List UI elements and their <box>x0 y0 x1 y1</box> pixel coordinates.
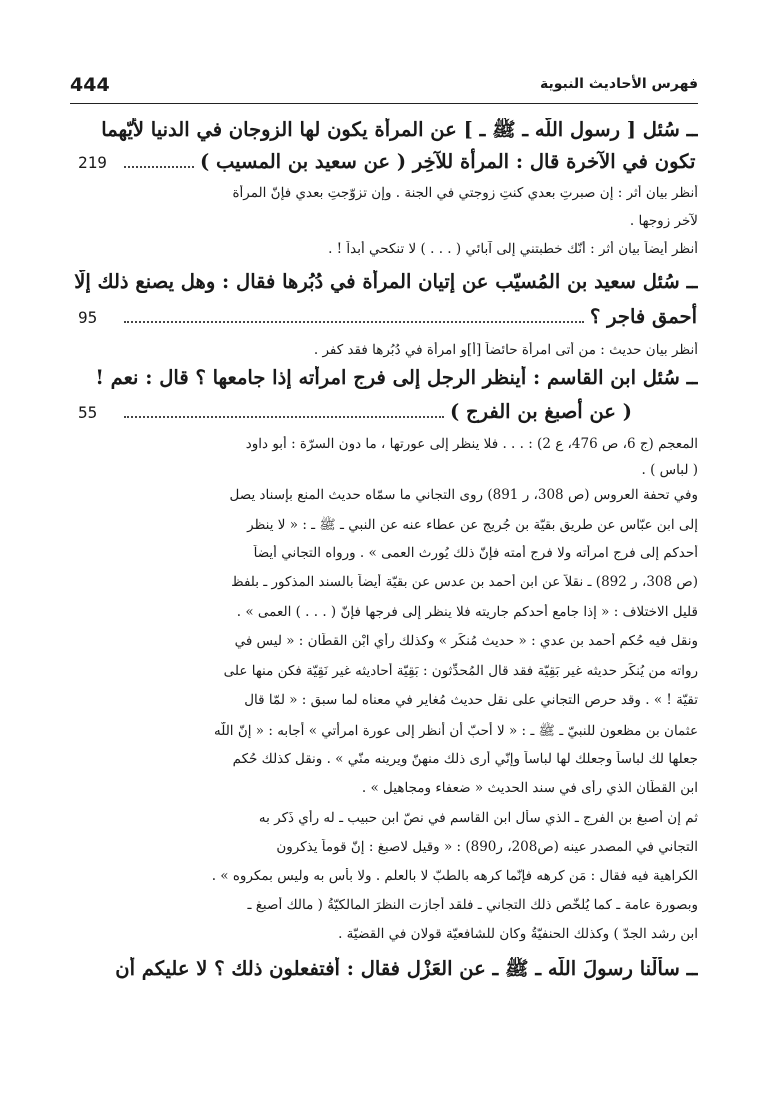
body-line-1: وفي تحفة العروس (ص 308، ر 891) روى التجاني ما سمّاه حديث المنع بإسناد يصل <box>229 487 698 503</box>
entry-3-note-2: ( لباس ) . <box>641 462 698 478</box>
body-line-3: أحدكم إلى فرج امرأته ولا فرج أمته فإنّ ذلك يُورث العمى » . ورواه التجاني أيضاً <box>253 545 698 561</box>
entry-2-line-2: أحمق فاجر ؟ <box>590 305 698 328</box>
body-line-10: جعلها لك لباساً وجعلك لها لباساً وإنّي أرى ذلك منهنّ ويرينه منّي » . ونقل كذلك حُكم <box>232 751 698 767</box>
body-line-4: (ص 308، ر 892) ـ نقلاً عن ابن أحمد بن عدس عن بقيّة أيضاً بالسند المذكور ـ بلفظ <box>231 574 698 590</box>
entry-3-note-1: المعجم (ج 6، ص 476، ع 2) : . . . فلا ينظر إلى عورتها ، ما دون السرّة : أبو داود <box>245 436 698 452</box>
page-number: 444 <box>70 74 110 96</box>
dot-leader <box>124 416 444 418</box>
header-rule <box>70 103 698 104</box>
body-line-14: الكراهية فيه فقال : مَن كرهه فإنّما كرهه بالطبّ لا بالعلم . ولا بأس به وليس بمكروه » . <box>211 868 698 884</box>
entry-2-ref-number: 95 <box>78 308 98 327</box>
body-line-11: ابن القطّان الذي رأى في سند الحديث « ضعفاء ومجاهيل » . <box>361 780 698 796</box>
dot-leader <box>124 321 584 323</box>
entry-1-note-3: أنظر أيضاً بيان أثر : أنّك خطبتني إلى آبائي ( . . . ) لا تنكحي أبداً ! . <box>328 241 698 257</box>
body-line-7: رواته من يُنكَر حديثه غير بَقِيّة فقد قال المُحدِّثون : بَقِيّة أحاديثه غير نَقِيّة فكن منها على <box>223 663 698 679</box>
entry-4-line-1: ــ سألْنا رسولَ اللّه ـ ﷺ ـ عن العَزْل فقال : أفتفعلون ذلك ؟ لا عليكم أن <box>115 957 698 980</box>
body-line-9: عثمان بن مظعون للنبيّ ـ ﷺ ـ : « لا أُحبّ أن أنظر إلى عورة امرأتي » أجابه : « إنّ اللّه <box>213 723 698 739</box>
entry-2-line-1: ــ سُئل سعيد بن المُسيّب عن إتيان المرأة في دُبُرها فقال : وهل يصنع ذلك إلّا <box>74 270 698 293</box>
body-line-12: ثم إن أصبغ بن الفرج ـ الذي سأل ابن القاسم في نصّ ابن حبيب ـ له رأي ذَكر به <box>258 810 698 826</box>
entry-1-ref-line <box>78 150 695 173</box>
dot-leader <box>124 166 194 168</box>
entry-1-ref-number: 219 <box>78 153 107 172</box>
page-heading: فهرس الأحاديث النبوية <box>539 76 698 92</box>
entry-1-line-1: ــ سُئل [ رسول اللَّه ـ ﷺ ـ ] عن المرأة يكون لها الزوجان في الدنيا لأيّهما <box>101 118 698 141</box>
entry-1-line-2: تكون في الآخرة قال : المرأة للآخِر ( عن سعيد بن المسيب ) <box>200 150 696 173</box>
entry-1-note-2: لآخر زوجها . <box>629 213 698 229</box>
entry-3-line-2: ( عن أصبغ بن الفرج ) <box>450 400 632 423</box>
entry-3-line-1: ــ سُئل ابن القاسم : أينظر الرجل إلى فرج امرأته إذا جامعها ؟ قال : نعم ! <box>95 366 698 389</box>
body-line-13: التجاني في المصدر عينه (ص208، ر890) : « وقيل لاصبغ : إنّ قوماً يذكرون <box>276 839 698 855</box>
body-line-15: وبصورة عامة ـ كما يُلخّص ذلك التجاني ـ فلقد أجازت النظرَ المالكيّةُ ( مالك أصبغ ـ <box>247 897 698 913</box>
body-line-6: ونقل فيه حُكم أحمد بن عدي : « حديث مُنكَر » وكذلك رأي ابْن القطّان : « ليس في <box>234 633 698 649</box>
body-line-5: قليل الاختلاف : « إذا جامع أحدكم جاريته فلا ينظر إلى فرجها فإنّ ( . . . ) العمى » . <box>236 604 698 620</box>
body-line-2: إلى ابن عبّاس عن طريق بقيّة بن جُريج عن عطاء عنه عن النبي ـ ﷺ ـ : « لا ينظر <box>247 517 698 533</box>
entry-3-ref-line <box>78 400 632 423</box>
entry-1-note-1: أنظر بيان أثر : إن صبرتِ بعدي كنتِ زوجتي في الجنة . وإن تزوّجتِ بعدي فإنّ المرأة <box>232 185 698 201</box>
body-line-8: تقيّة ! » . وقد حرص التجاني على نقل حديث مُغاير في معناه لما سبق : « لمّا قال <box>244 692 698 708</box>
body-line-16: ابن رشد الجدّ ) وكذلك الحنفيّةُ وكان للشافعيّة قولان في القضيّة . <box>338 926 698 942</box>
entry-2-ref-line <box>78 305 697 328</box>
entry-3-ref-number: 55 <box>78 403 98 422</box>
running-head <box>70 70 698 100</box>
entry-2-note-1: أنظر بيان حديث : من أتى امرأة حائضاً [أ]و امرأة في دُبُرها فقد كفر . <box>313 342 698 358</box>
